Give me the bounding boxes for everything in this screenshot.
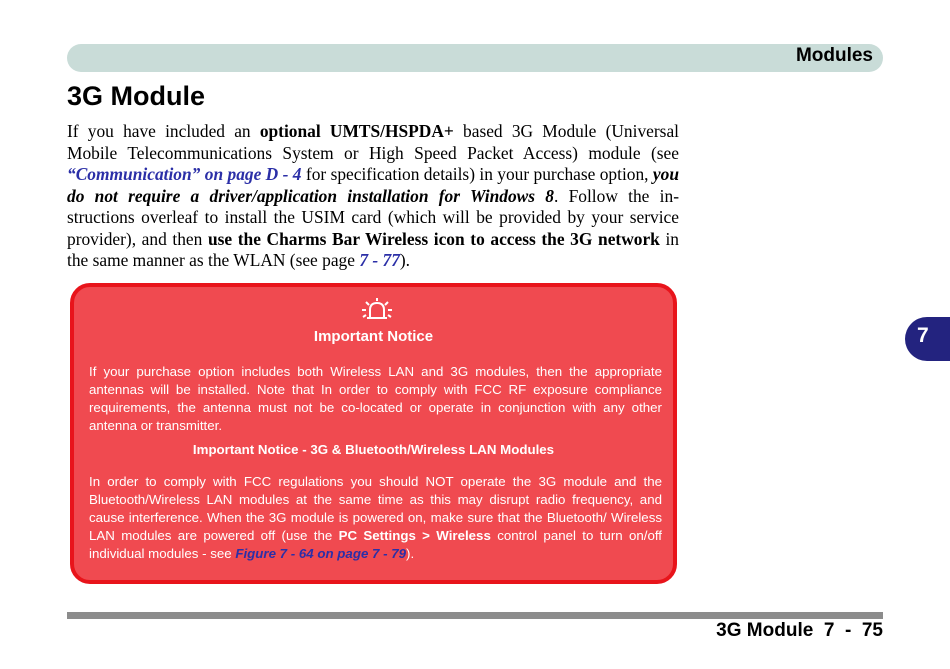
important-notice-box (70, 283, 677, 584)
figure-ref-link[interactable]: Figure 7 - 64 on page 7 - 79 (235, 546, 407, 561)
body-text: ). (399, 250, 411, 270)
footer-page-label: 3G Module 7 - 75 (716, 620, 883, 641)
alarm-bell-icon (361, 297, 393, 323)
header-title: Modules (795, 45, 873, 66)
pc-settings-wireless-label: PC Settings > Wireless (338, 528, 491, 543)
notice-paragraph-fcc (89, 473, 662, 563)
body-bold-option: optional UMTS/HSPDA+ (259, 121, 454, 141)
body-text: for specification details) in your purchase option, (301, 164, 653, 184)
body-text: in the same manner as the WLAN (see page (67, 228, 679, 270)
notice-paragraph-antennas: If your purchase option includes both Wireless LAN and 3G modules, then the appropriate antennas will be installed. Note that In order to comply with FCC RF exposure compliance requirements, the antenna must not be co-located or operate in conjunction with any other antenna or transmitter. (89, 364, 662, 433)
chapter-tab[interactable] (905, 317, 950, 361)
body-text: If you have included an (67, 121, 260, 141)
notice-text: control panel to turn on/off individual modules - see (89, 528, 662, 561)
chapter-number: 7 (917, 324, 929, 347)
body-paragraph (67, 121, 679, 272)
footer-rule (67, 612, 883, 619)
notice-text: In order to comply with FCC regulations you should NOT operate the 3G module and the Bluetooth/Wireless LAN modules at the same time as this may disrupt radio frequency, and cause interference. When the 3G module is powered on, make sure that the Bluetooth/ Wireless LAN modules are powered off (use the (89, 474, 662, 543)
notice-subheading: Important Notice - 3G & Bluetooth/Wireless LAN Modules (192, 442, 555, 457)
page-ref-link[interactable]: 7 - 77 (359, 250, 400, 270)
notice-heading: Important Notice (313, 328, 434, 345)
notice-text: ). (406, 546, 415, 561)
page-title: 3G Module (67, 81, 206, 111)
communication-link[interactable]: “Communication” on page D - 4 (67, 164, 302, 184)
body-driver-note: you do not require a driver/application installation for Windows 8 (67, 164, 679, 206)
body-charms-bar-note: use the Charms Bar Wireless icon to access the 3G network (207, 228, 660, 249)
body-text: based 3G Module (Universal Mobile Telecommunications System or High Speed Packet Access) module (see (67, 121, 679, 163)
header-bar (67, 44, 883, 72)
body-text: . Follow the in-structions overleaf to install the USIM card (which will be provided by your service provider), and then (67, 185, 679, 249)
